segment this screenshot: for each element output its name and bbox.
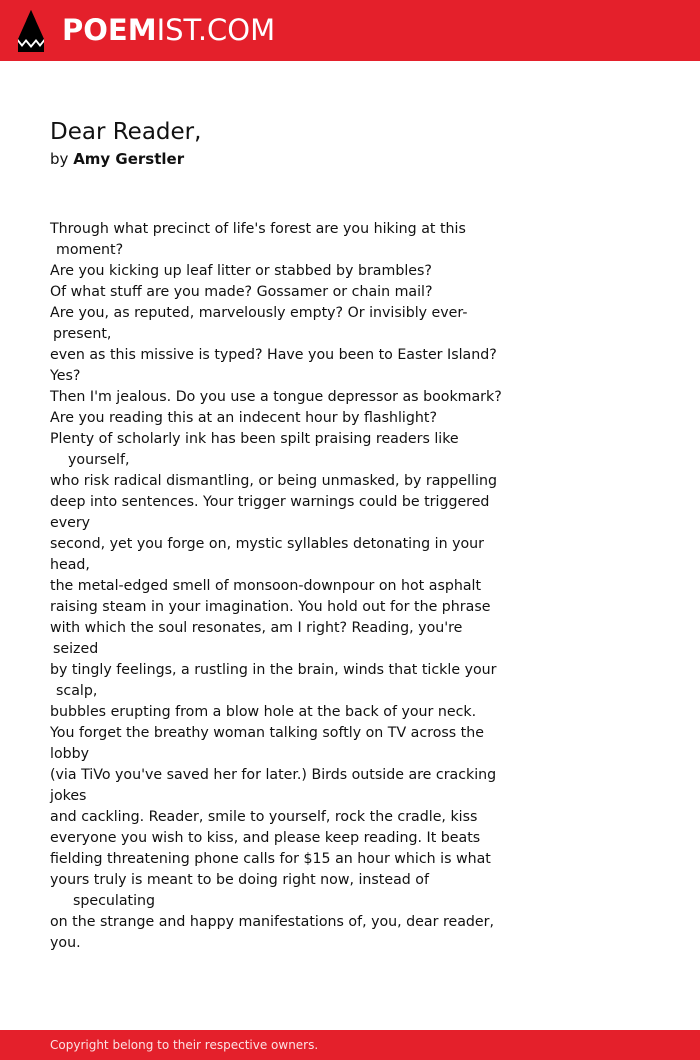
poem-line: Plenty of scholarly ink has been spilt praising readers like	[50, 431, 459, 447]
poem-line-continuation: you.	[50, 935, 81, 951]
poem-line: and cackling. Reader, smile to yourself, rock the cradle, kiss	[50, 809, 478, 825]
poem-line: You forget the breathy woman talking softly on TV across the	[50, 725, 484, 741]
poem-line-continuation: jokes	[50, 788, 87, 804]
poem-line: bubbles erupting from a blow hole at the back of your neck.	[50, 704, 477, 720]
author-name: Amy Gerstler	[73, 150, 185, 168]
poem-line-continuation: every	[50, 515, 91, 531]
poem-line: Are you, as reputed, marvelously empty? Or invisibly ever-	[50, 305, 468, 321]
poem-line: Then I'm jealous. Do you use a tongue depressor as bookmark?	[50, 389, 502, 405]
byline-prefix: by	[50, 150, 69, 168]
pencil-tip-icon[interactable]	[17, 9, 45, 53]
poem-line: the metal-edged smell of monsoon-downpour on hot asphalt	[50, 578, 482, 594]
poem-body	[50, 219, 502, 954]
poem-line-continuation: moment?	[56, 242, 124, 258]
poem-line-continuation: speculating	[73, 893, 156, 909]
poem-line-continuation: scalp,	[56, 683, 98, 699]
site-logo[interactable]	[62, 10, 275, 50]
site-footer	[0, 1030, 700, 1060]
poem-line: on the strange and happy manifestations of, you, dear reader,	[50, 914, 494, 930]
poem-line-continuation: head,	[50, 557, 90, 573]
poem-line: (via TiVo you've saved her for later.) Birds outside are cracking	[50, 767, 497, 783]
poem-line: Are you kicking up leaf litter or stabbed by brambles?	[50, 263, 432, 279]
poem-line: Through what precinct of life's forest are you hiking at this	[50, 221, 466, 237]
poem-line-continuation: present,	[53, 326, 112, 342]
poem-line: deep into sentences. Your trigger warnings could be triggered	[50, 494, 490, 510]
poem-line: with which the soul resonates, am I right? Reading, you're	[50, 620, 463, 636]
site-header	[0, 0, 700, 61]
poem-line: even as this missive is typed? Have you been to Easter Island?	[50, 347, 497, 363]
byline	[50, 148, 184, 170]
poem-line: second, yet you forge on, mystic syllables detonating in your	[50, 536, 484, 552]
poem-line-continuation: lobby	[50, 746, 90, 762]
poem-line: yours truly is meant to be doing right now, instead of	[50, 872, 429, 888]
poem-line: everyone you wish to kiss, and please keep reading. It beats	[50, 830, 481, 846]
poem-line-continuation: Yes?	[50, 368, 81, 384]
poem-line-continuation: seized	[53, 641, 99, 657]
poem-line: Of what stuff are you made? Gossamer or chain mail?	[50, 284, 433, 300]
logo-light-text: IST.COM	[156, 13, 276, 47]
copyright-notice: Copyright belong to their respective owners.	[50, 1038, 319, 1052]
poem-line: who risk radical dismantling, or being unmasked, by rappelling	[50, 473, 497, 489]
poem-title: Dear Reader,	[50, 119, 202, 145]
poem-line: Are you reading this at an indecent hour by flashlight?	[50, 410, 437, 426]
poem-line-continuation: yourself,	[68, 452, 130, 468]
poem-line: raising steam in your imagination. You hold out for the phrase	[50, 599, 491, 615]
poem-line: fielding threatening phone calls for $15 an hour which is what	[50, 851, 491, 867]
poem-line: by tingly feelings, a rustling in the brain, winds that tickle your	[50, 662, 497, 678]
logo-bold-text: POEM	[62, 13, 157, 47]
